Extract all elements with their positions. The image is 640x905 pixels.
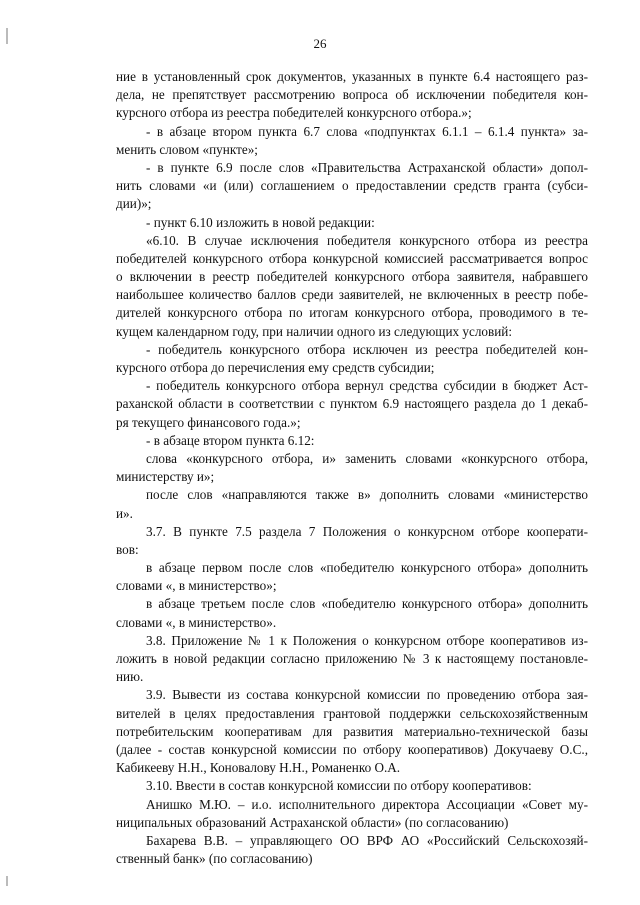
text-line: в абзаце первом после слов «победителю конкурсного отбора» дополнить — [146, 560, 588, 576]
text-line: министерству и»; — [116, 469, 215, 485]
text-line: - в пункте 6.9 после слов «Правительства Астраханской области» допол- — [146, 159, 588, 175]
text-line: «6.10. В случае исключения победителя конкурсного отбора из реестра — [146, 232, 588, 248]
text-line: в абзаце третьем после слов «победителю конкурсного отбора» дополнить — [146, 596, 588, 612]
text-line: курсного отбора до перечисления ему средств субсидии; — [116, 360, 435, 375]
text-line: словами «, в министерство». — [116, 614, 277, 630]
text-line: победителей конкурсного отбора конкурсной комиссией рассматривается вопрос — [116, 250, 588, 266]
text-line: (далее - состав конкурсной комиссии по отбору кооперативов) Докучаеву О.С., — [116, 741, 588, 757]
text-line: о включении в реестр победителей конкурсного отбора заявителя, набравшего — [116, 269, 588, 285]
text-line: ственный банк» (по согласованию) — [116, 851, 313, 867]
text-line: 3.10. Ввести в состав конкурсной комиссии по отбору кооперативов: — [146, 778, 532, 794]
text-line: дителей конкурсного отбора по итогам конкурсного отбора, проводимого в те- — [116, 305, 588, 321]
text-line: вов: — [116, 541, 139, 557]
text-line: наибольшее количество баллов среди заявителей, не включенных в реестр побе- — [116, 287, 588, 303]
text-line: слова «конкурсного отбора, и» заменить словами «конкурсного отбора, — [146, 450, 588, 466]
text-line: Анишко М.Ю. – и.о. исполнительного директора Ассоциации «Совет му- — [146, 796, 588, 812]
text-line: 3.9. Вывести из состава конкурсной комиссии по проведению отбора зая- — [146, 687, 588, 703]
scan-margin-mark-bottom — [6, 876, 8, 886]
text-line: дела, не препятствует рассмотрению вопроса об исключении победителя кон- — [116, 87, 588, 103]
text-line: кущем календарном году, при наличии одного из следующих условий: — [116, 323, 513, 339]
document-body — [116, 68, 588, 868]
text-line: Бахарева В.В. – управляющего ОО ВРФ АО «Российский Сельскохозяй- — [146, 832, 588, 848]
text-line: потребительским кооперативам для развития материально-технической базы — [116, 723, 588, 739]
text-line: 3.7. В пункте 7.5 раздела 7 Положения о конкурсном отборе кооперати- — [146, 523, 588, 539]
text-line: и». — [116, 505, 133, 521]
text-line: дии)»; — [116, 196, 152, 212]
text-line: - пункт 6.10 изложить в новой редакции: — [146, 214, 375, 230]
text-line: Кабикееву Н.Н., Коновалову Н.Н., Романенко О.А. — [116, 760, 401, 776]
text-line: - победитель конкурсного отбора вернул средства субсидии в бюджет Аст- — [146, 378, 588, 394]
text-line: ние в установленный срок документов, указанных в пункте 6.4 настоящего раз- — [116, 69, 588, 84]
text-line: ря текущего финансового года.»; — [116, 414, 301, 430]
page-number: 26 — [313, 36, 327, 51]
text-line: менить словом «пункте»; — [116, 141, 258, 157]
text-line: после слов «направляются также в» дополнить словами «министерство — [146, 487, 588, 503]
text-line: нию. — [116, 669, 144, 685]
text-line: ложить в новой редакции согласно приложению № 3 к настоящему постановле- — [116, 651, 588, 666]
text-line: - в абзаце втором пункта 6.7 слова «подпунктах 6.1.1 – 6.1.4 пункта» за- — [146, 123, 588, 139]
text-line: ниципальных образований Астраханской области» (по согласованию) — [116, 814, 509, 830]
text-line: - в абзаце втором пункта 6.12: — [146, 432, 315, 448]
text-line: курсного отбора из реестра победителей конкурсного отбора.»; — [116, 105, 472, 121]
text-line: нить словами «и (или) соглашением о предоставлении средств гранта (субси- — [116, 178, 588, 194]
text-line: словами «, в министерство»; — [116, 578, 277, 594]
text-line: вителей в целях предоставления грантовой поддержки сельскохозяйственным — [116, 705, 588, 721]
text-line: 3.8. Приложение № 1 к Положения о конкурсном отборе кооперативов из- — [146, 632, 588, 648]
text-line: раханской области в соответствии с пунктом 6.9 настоящего раздела до 1 декаб- — [116, 396, 588, 412]
text-line: - победитель конкурсного отбора исключен из реестра победителей кон- — [146, 341, 588, 357]
